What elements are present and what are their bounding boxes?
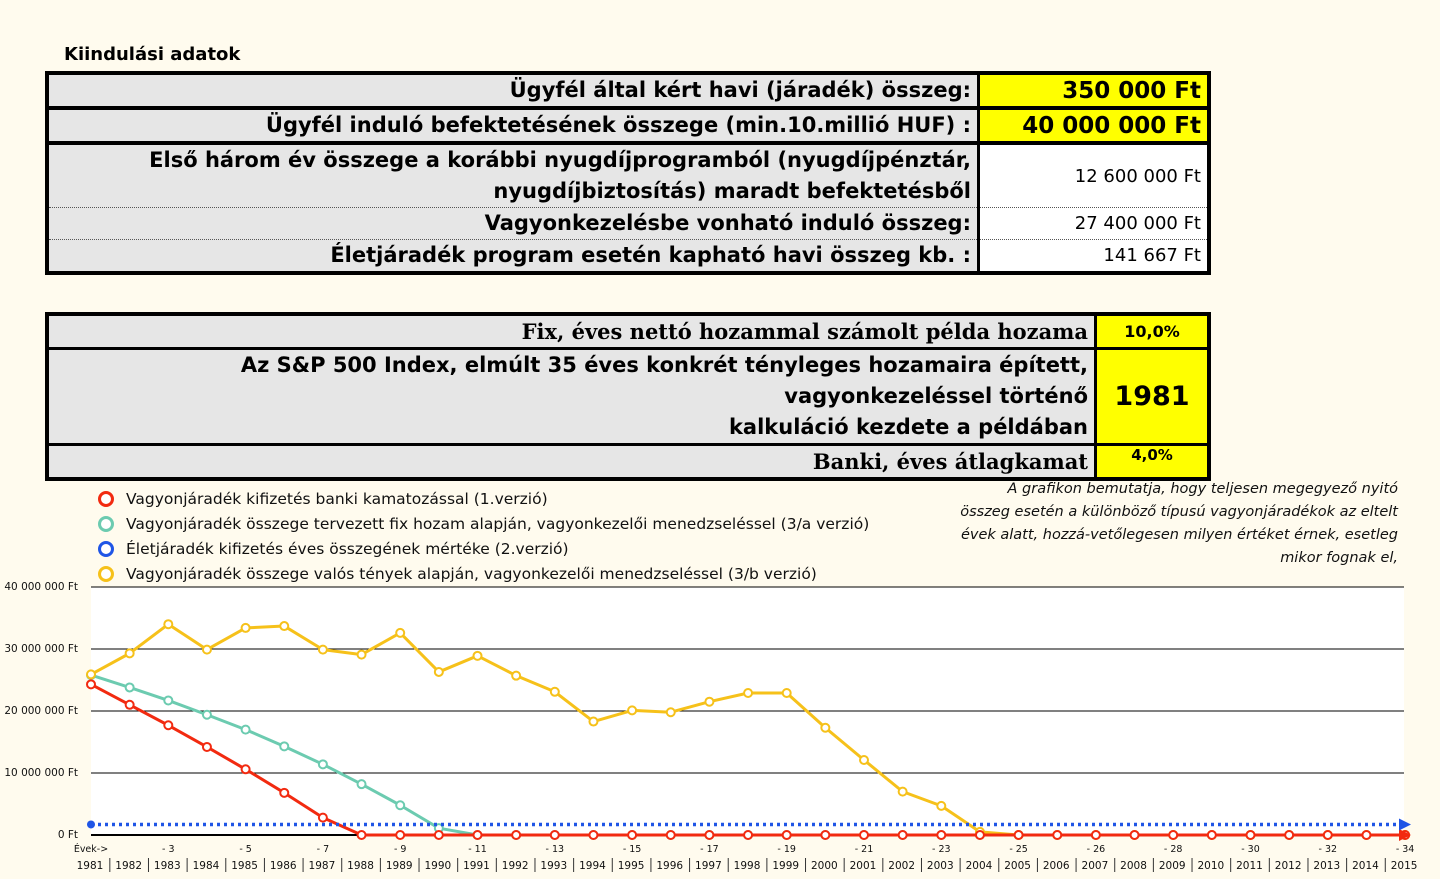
data-point xyxy=(1324,831,1332,839)
x-tick-label: - 19 xyxy=(777,844,796,855)
data-point xyxy=(1362,831,1370,839)
first-three-years-value: 12 600 000 Ft xyxy=(979,143,1210,208)
year-label: 1989 xyxy=(385,860,413,872)
year-label: 2005 xyxy=(1004,860,1031,872)
x-tick-label: - 23 xyxy=(932,844,951,855)
data-point xyxy=(783,689,791,697)
data-point xyxy=(589,831,597,839)
x-tick-label: - 30 xyxy=(1241,844,1260,855)
legend-label: Vagyonjáradék kifizetés banki kamatozással (1.verzió) xyxy=(126,489,548,508)
data-point xyxy=(242,624,250,632)
x-tick-label: - 3 xyxy=(162,844,175,855)
bank-rate-value: 4,0% xyxy=(1096,445,1210,480)
data-point xyxy=(126,649,134,657)
data-point xyxy=(126,701,134,709)
year-label: 1999 xyxy=(772,860,800,872)
year-label: 1982 xyxy=(115,860,143,872)
legend-label: Életjáradék kifizetés éves összegének mértéke (2.verzió) xyxy=(126,539,569,558)
year-label: 2002 xyxy=(888,860,916,872)
year-label: 1998 xyxy=(733,860,761,872)
initial-investment-label: Ügyfél induló befektetésének összege (min.10.millió HUF) : xyxy=(47,108,979,143)
x-tick-label: - 9 xyxy=(393,844,407,855)
first-three-years-label-line1: Első három év összege a korábbi nyugdíjprogramból (nyugdíjpénztár, xyxy=(149,148,971,172)
y-tick-label: 10 000 000 Ft xyxy=(4,767,78,779)
data-point xyxy=(1285,831,1293,839)
legend-label: Vagyonjáradék összege tervezett fix hozam alapján, vagyonkezelői menedzseléssel (3/a verzió) xyxy=(126,514,870,533)
managed-amount-label: Vagyonkezelésbe vonható induló összeg: xyxy=(47,208,979,240)
year-label: 1991 xyxy=(463,860,490,872)
data-point xyxy=(1053,831,1061,839)
data-point xyxy=(860,756,868,764)
x-tick-label: - 28 xyxy=(1163,844,1183,855)
sp500-label-line1: Az S&P 500 Index, elmúlt 35 éves konkrét tényleges hozamaira épített, vagyonkezeléssel történő xyxy=(240,353,1088,408)
year-label: 1992 xyxy=(501,860,529,872)
data-point xyxy=(512,672,520,680)
year-label: 1987 xyxy=(308,860,336,872)
requested-monthly-value: 350 000 Ft xyxy=(979,73,1210,108)
data-point xyxy=(396,801,404,809)
data-point xyxy=(783,831,791,839)
data-point xyxy=(474,831,482,839)
data-point xyxy=(744,689,752,697)
sp500-start-year: 1981 xyxy=(1096,349,1210,445)
year-label: 2003 xyxy=(926,860,954,872)
data-point xyxy=(667,831,675,839)
data-point xyxy=(435,831,443,839)
first-three-years-label-line2: nyugdíjbiztosítás) maradt befektetésből xyxy=(493,179,971,203)
data-point xyxy=(319,814,327,822)
data-point xyxy=(667,708,675,716)
year-label: 1983 xyxy=(153,860,181,872)
fix-return-label: Fix, éves nettó hozammal számolt példa hozama xyxy=(47,314,1096,349)
data-point xyxy=(744,831,752,839)
data-point xyxy=(319,646,327,654)
year-label: 1990 xyxy=(424,860,452,872)
fix-return-value: 10,0% xyxy=(1096,314,1210,349)
year-label: 2001 xyxy=(849,860,877,872)
data-point xyxy=(1169,831,1177,839)
y-tick-label: 20 000 000 Ft xyxy=(4,705,78,717)
data-point xyxy=(435,668,443,676)
x-tick-label: - 34 xyxy=(1395,844,1415,855)
data-point xyxy=(280,622,288,630)
x-tick-label: - 21 xyxy=(854,844,874,855)
year-label: 1996 xyxy=(656,860,684,872)
data-point xyxy=(705,698,713,706)
year-label: 2007 xyxy=(1081,860,1109,872)
year-label: 1997 xyxy=(695,860,722,872)
data-point xyxy=(1131,831,1139,839)
data-point xyxy=(628,831,636,839)
data-point xyxy=(976,831,984,839)
year-label: 2008 xyxy=(1120,860,1147,872)
year-label: 2004 xyxy=(965,860,993,872)
data-point xyxy=(87,680,95,688)
year-label: 2010 xyxy=(1197,860,1225,872)
data-point xyxy=(203,743,211,751)
data-point xyxy=(164,696,172,704)
year-label: 2006 xyxy=(1042,860,1070,872)
data-point xyxy=(899,831,907,839)
x-tick-label: - 7 xyxy=(316,844,330,855)
data-point xyxy=(551,831,559,839)
data-point xyxy=(164,620,172,628)
data-point xyxy=(589,718,597,726)
data-point xyxy=(821,724,829,732)
data-point xyxy=(628,706,636,714)
managed-amount-value: 27 400 000 Ft xyxy=(979,208,1210,240)
year-label: 2013 xyxy=(1313,860,1341,872)
year-label: 2012 xyxy=(1274,860,1302,872)
data-point xyxy=(1247,831,1255,839)
data-point xyxy=(937,831,945,839)
data-point xyxy=(551,688,559,696)
sp500-label-line2: kalkuláció kezdete a példában xyxy=(728,415,1088,439)
year-label: 1995 xyxy=(617,860,645,872)
data-point xyxy=(319,760,327,768)
data-point xyxy=(164,721,172,729)
data-point xyxy=(280,742,288,750)
year-label: 2015 xyxy=(1390,860,1418,872)
annuity-monthly-label: Életjáradék program esetén kapható havi összeg kb. : xyxy=(330,243,971,267)
data-point xyxy=(87,670,95,678)
data-point xyxy=(821,831,829,839)
y-tick-label: 40 000 000 Ft xyxy=(4,581,78,593)
x-tick-label: - 26 xyxy=(1086,844,1106,855)
data-point xyxy=(358,651,366,659)
y-tick-label: 30 000 000 Ft xyxy=(4,643,78,655)
year-label: 2014 xyxy=(1352,860,1379,872)
data-point xyxy=(126,683,134,691)
data-point xyxy=(203,711,211,719)
x-tick-label: - 11 xyxy=(468,844,487,855)
x-tick-label: - 17 xyxy=(700,844,719,855)
arrow-head xyxy=(1399,818,1411,830)
bank-rate-label: Banki, éves átlagkamat xyxy=(47,445,1096,480)
year-label: 1985 xyxy=(231,860,258,872)
data-point xyxy=(474,652,482,660)
data-point xyxy=(280,789,288,797)
data-point xyxy=(512,831,520,839)
data-point xyxy=(396,629,404,637)
initial-investment-value: 40 000 000 Ft xyxy=(979,108,1210,143)
year-label: 2009 xyxy=(1158,860,1186,872)
data-point xyxy=(242,765,250,773)
data-point xyxy=(1208,831,1216,839)
chart-note: A grafikon bemutatja, hogy teljesen megegyező nyitó összeg esetén a különböző típusú vagyonjáradékok az eltelt évek alatt, hozzá-vetőlegesen milyen értéket érnek, esetleg mikor fognak el, xyxy=(960,481,1398,566)
x-tick-label: - 13 xyxy=(545,844,565,855)
x-tick-label: - 25 xyxy=(1009,844,1028,855)
data-point xyxy=(899,788,907,796)
data-point xyxy=(87,820,95,828)
data-point xyxy=(203,646,211,654)
section-title: Kiindulási adatok xyxy=(64,44,241,65)
x-tick-label: - 15 xyxy=(622,844,642,855)
x-tick-label: - 32 xyxy=(1318,844,1338,855)
y-tick-label: 0 Ft xyxy=(57,829,78,841)
data-point xyxy=(358,831,366,839)
x-tick-label: Évek-> xyxy=(73,844,109,855)
data-point xyxy=(1015,831,1023,839)
data-point xyxy=(937,802,945,810)
data-point xyxy=(860,831,868,839)
year-label: 1986 xyxy=(269,860,297,872)
year-label: 2000 xyxy=(810,860,838,872)
year-label: 2011 xyxy=(1236,860,1263,872)
year-label: 1984 xyxy=(192,860,220,872)
data-point xyxy=(705,831,713,839)
year-label: 1988 xyxy=(347,860,374,872)
legend-label: Vagyonjáradék összege valós tények alapján, vagyonkezelői menedzseléssel (3/b verzió) xyxy=(126,564,817,583)
year-label: 1981 xyxy=(76,860,104,872)
requested-monthly-label: Ügyfél által kért havi (járadék) összeg: xyxy=(47,73,979,108)
year-label: 1993 xyxy=(540,860,568,872)
data-point xyxy=(242,726,250,734)
year-label: 1994 xyxy=(579,860,606,872)
x-tick-label: - 5 xyxy=(239,844,252,855)
data-point xyxy=(1092,831,1100,839)
annuity-monthly-value: 141 667 Ft xyxy=(979,240,1210,274)
data-point xyxy=(396,831,404,839)
data-point xyxy=(358,780,366,788)
